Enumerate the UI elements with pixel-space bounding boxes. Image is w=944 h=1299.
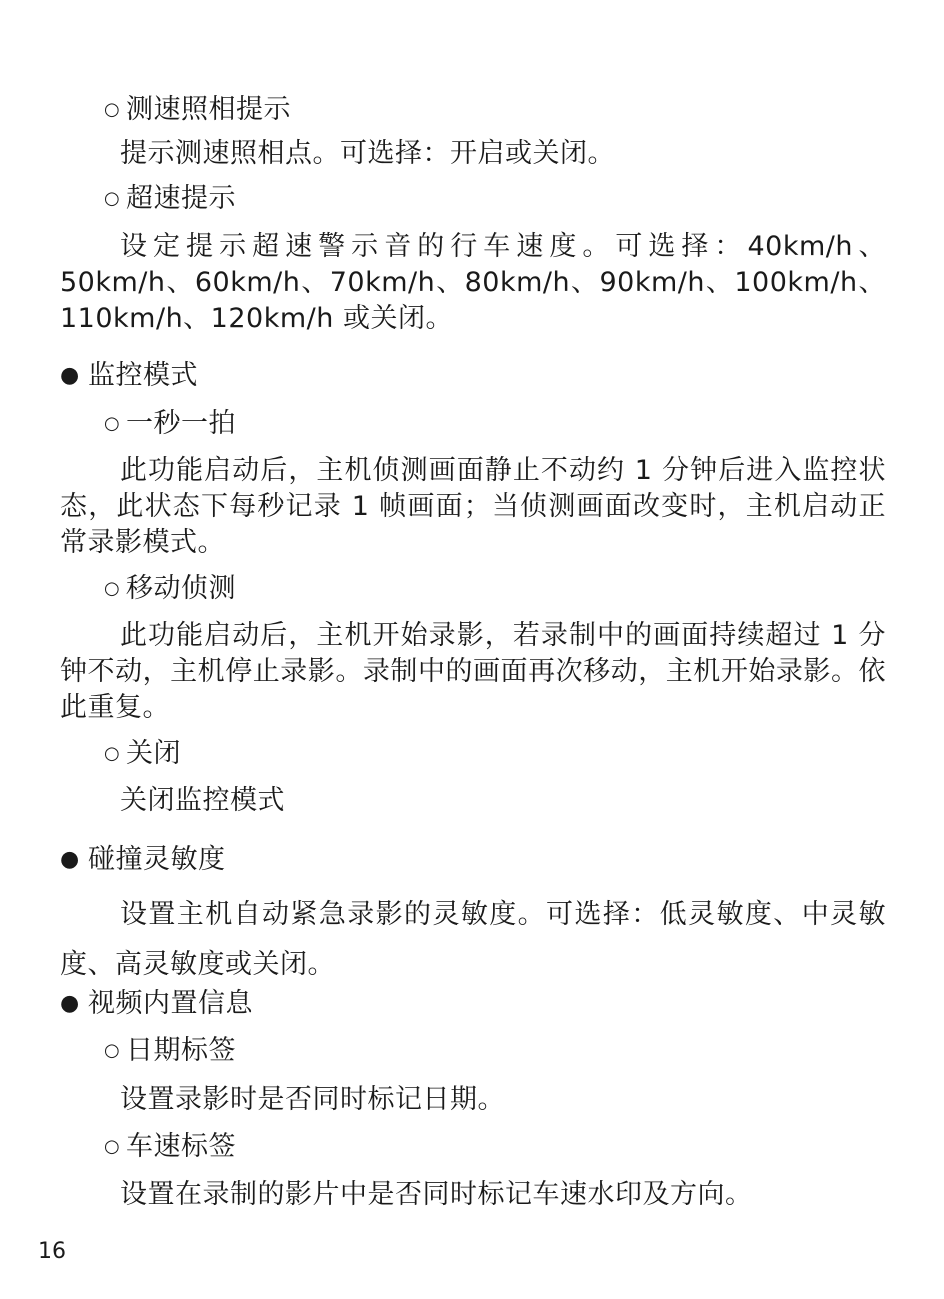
hollow-bullet-icon: ○ [104,1040,121,1061]
hollow-bullet-icon: ○ [104,1136,121,1157]
collision-sensitivity-title: 碰撞灵敏度 [88,844,226,875]
speed-tag-heading [104,1129,236,1165]
speed-camera-title: 测速照相提示 [126,94,291,125]
date-tag-description: 设置录影时是否同时标记日期。 [120,1084,505,1115]
one-second-description: 此功能启动后，主机侦测画面静止不动约 1 分钟后进入监控状态，此状态下每秒记录 1 帧画面；当侦测画面改变时，主机启动正常录影模式。 [60,455,886,558]
motion-detect-title: 移动侦测 [126,573,236,604]
video-info-heading [60,986,253,1022]
monitor-off-description: 关闭监控模式 [120,785,285,816]
collision-sensitivity-heading [60,842,226,878]
monitor-off-heading [104,736,181,772]
motion-detect-description: 此功能启动后，主机开始录影，若录制中的画面持续超过 1 分钟不动，主机停止录影。录制中的画面再次移动，主机开始录影。依此重复。 [60,620,886,723]
hollow-bullet-icon: ○ [104,99,121,120]
filled-bullet-icon: ● [60,363,80,388]
monitor-mode-title: 监控模式 [88,360,198,391]
overspeed-title: 超速提示 [126,183,236,214]
overspeed-description: 设定提示超速警示音的行车速度。可选择：40km/h、50km/h、60km/h、70km/h、80km/h、90km/h、100km/h、110km/h、120km/h 或关闭。 [60,231,886,334]
date-tag-title: 日期标签 [126,1035,236,1066]
hollow-bullet-icon: ○ [104,578,121,599]
hollow-bullet-icon: ○ [104,743,121,764]
hollow-bullet-icon: ○ [104,413,121,434]
monitor-off-title: 关闭 [126,738,181,769]
filled-bullet-icon: ● [60,991,80,1016]
monitor-mode-heading [60,358,198,394]
hollow-bullet-icon: ○ [104,188,121,209]
video-info-title: 视频内置信息 [88,988,253,1019]
one-second-title: 一秒一拍 [126,408,236,439]
speed-camera-description: 提示测速照相点。可选择：开启或关闭。 [120,138,615,169]
speed-tag-title: 车速标签 [126,1131,236,1162]
one-second-heading [104,406,236,442]
collision-sensitivity-description: 设置主机自动紧急录影的灵敏度。可选择：低灵敏度、中灵敏度、高灵敏度或关闭。 [60,899,886,980]
overspeed-heading [104,181,236,217]
speed-tag-description: 设置在录制的影片中是否同时标记车速水印及方向。 [120,1179,753,1210]
filled-bullet-icon: ● [60,847,80,872]
motion-detect-heading [104,571,236,607]
page-number: 16 [38,1239,66,1264]
speed-camera-heading [104,92,291,128]
date-tag-heading [104,1033,236,1069]
